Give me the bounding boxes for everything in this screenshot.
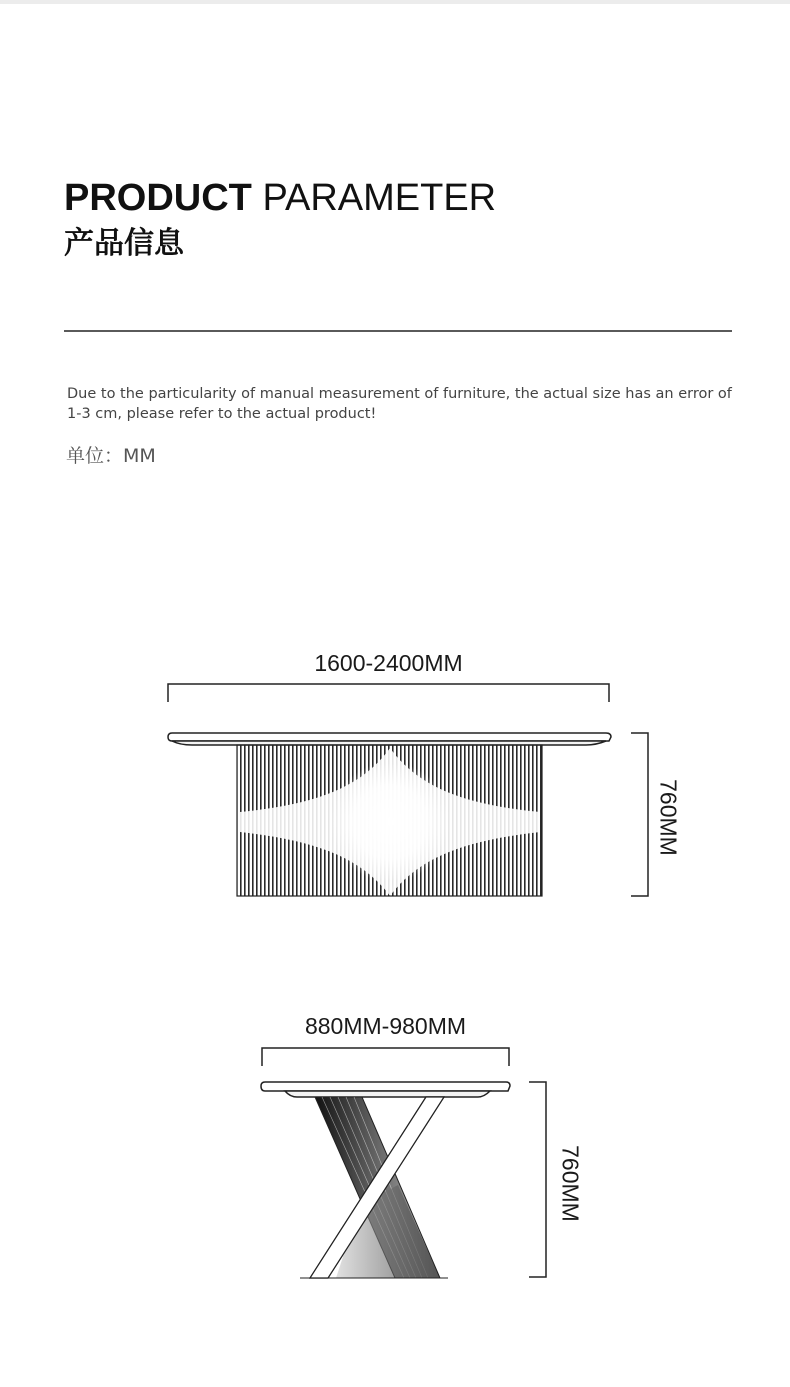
side-height-label: 760MM — [557, 1145, 584, 1222]
front-width-bracket — [168, 684, 609, 702]
measurement-note: Due to the particularity of manual measurement of furniture, the actual size has an error of 1-3 cm, please refer to the actual product! — [67, 386, 732, 422]
front-fluted-base — [237, 745, 542, 896]
title-bold: PRODUCT — [64, 177, 252, 219]
side-x-base — [300, 1097, 448, 1278]
page-subtitle: 产品信息 — [64, 226, 184, 261]
side-tabletop — [261, 1082, 510, 1097]
front-height-bracket — [631, 733, 648, 896]
front-height-label: 760MM — [655, 779, 682, 856]
front-width-label: 1600-2400MM — [314, 650, 463, 676]
side-height-bracket — [529, 1082, 546, 1277]
side-width-label: 880MM-980MM — [304, 1013, 467, 1039]
title-light: PARAMETER — [262, 177, 497, 219]
front-tabletop — [168, 733, 611, 745]
side-width-bracket — [262, 1048, 509, 1066]
unit-label: 单位：MM — [66, 445, 156, 467]
